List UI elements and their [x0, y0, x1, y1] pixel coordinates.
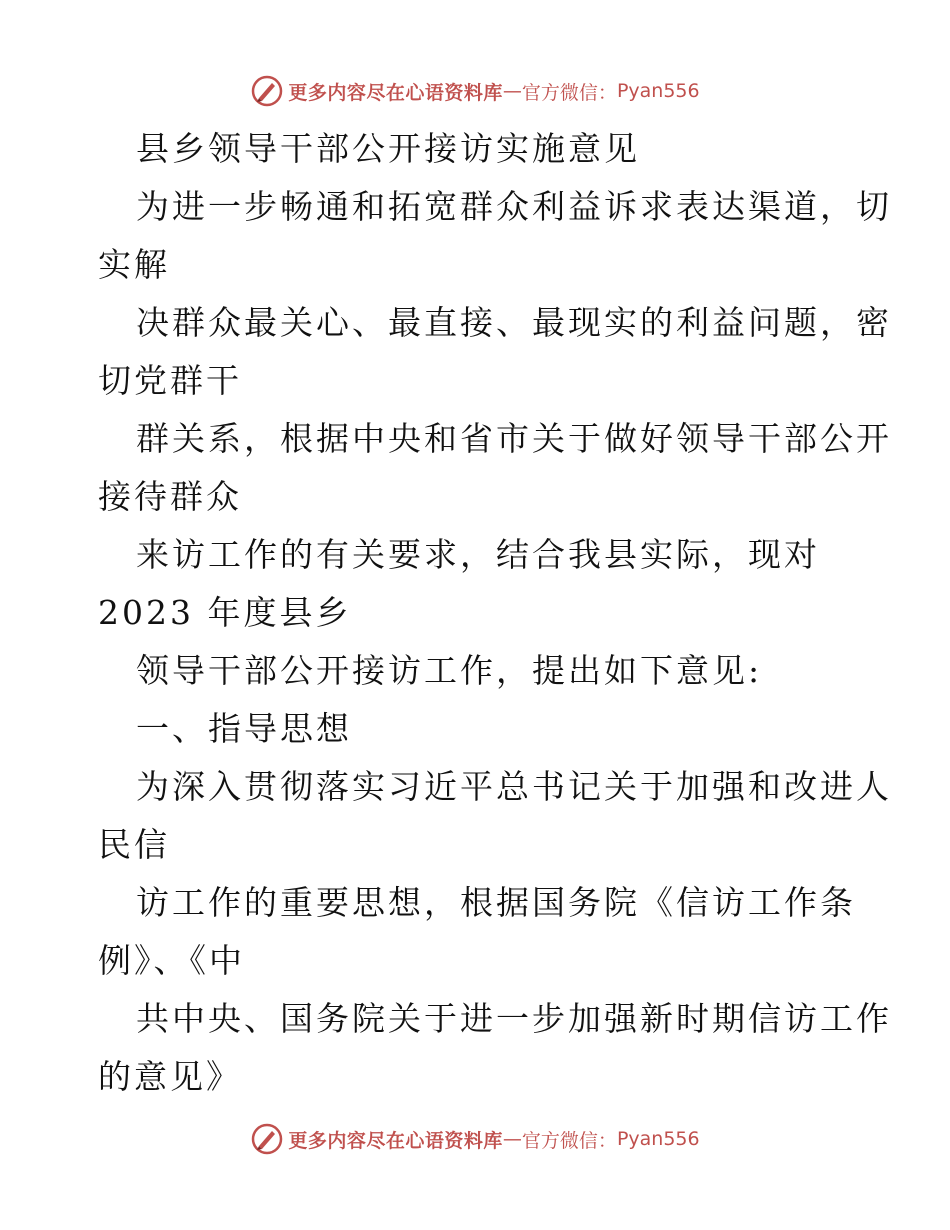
text-line: 决群众最关心、最直接、最现实的利益问题，密 [136, 303, 892, 342]
text-line: 接待群众 [98, 477, 242, 516]
banner-contact-id: Pyan556 [616, 80, 700, 102]
text-line: 为进一步畅通和拓宽群众利益诉求表达渠道，切 [136, 187, 892, 226]
text-line: 县乡领导干部公开接访实施意见 [136, 129, 640, 168]
banner-brand-text: 更多内容尽在心语资料库 [288, 81, 503, 104]
banner-contact-label: 官方微信： [521, 81, 617, 104]
text-line: 共中央、国务院关于进一步加强新时期信访工作 [136, 999, 892, 1038]
text-line: 例》、《中 [98, 941, 245, 980]
text-line: 切党群干 [98, 361, 242, 400]
text-line: 民信 [98, 825, 170, 864]
text-line: 群关系，根据中央和省市关于做好领导干部公开 [136, 419, 892, 458]
text-line: 领导干部公开接访工作，提出如下意见: [136, 651, 763, 690]
text-line: 访工作的重要思想，根据国务院《信访工作条 [136, 883, 856, 922]
banner-contact-id: Pyan556 [616, 1128, 700, 1150]
text-line: 一、指导思想 [136, 709, 352, 748]
text-line: 实解 [98, 245, 170, 284]
pen-logo-icon [250, 1122, 284, 1156]
footer-watermark-banner [0, 1122, 950, 1156]
document-body [98, 120, 892, 1106]
text-line: 的意见》 [98, 1057, 242, 1096]
pen-logo-icon [250, 74, 284, 108]
text-line: 为深入贯彻落实习近平总书记关于加强和改进人 [136, 767, 892, 806]
banner-contact-label: 官方微信： [521, 1129, 617, 1152]
banner-separator: — [502, 80, 522, 102]
banner-separator: — [502, 1128, 522, 1150]
text-line: 2023 年度县乡 [98, 593, 352, 632]
banner-brand-text: 更多内容尽在心语资料库 [288, 1129, 503, 1152]
header-watermark-banner [0, 74, 950, 108]
text-line: 来访工作的有关要求，结合我县实际，现对 [136, 535, 820, 574]
